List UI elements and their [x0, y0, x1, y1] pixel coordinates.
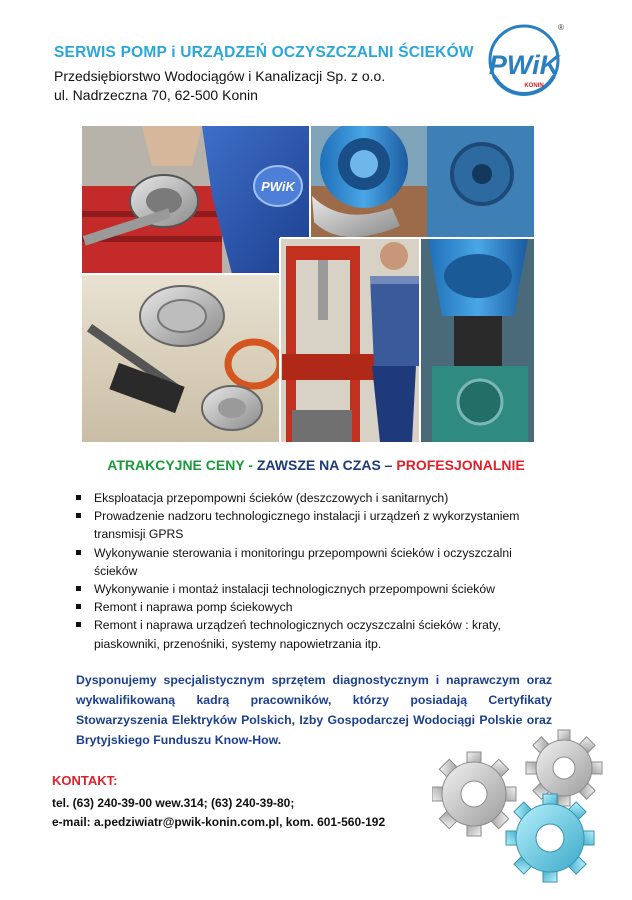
gear-icon	[432, 752, 516, 836]
logo-registered: ®	[558, 23, 564, 32]
certifications-paragraph: Dysponujemy specjalistycznym sprzętem diagnostycznym i naprawczym oraz wykwalifikowaną kadrą pracowników, którzy posiadają Certyfikaty Stowarzyszenia Elektryków Polskich, Izby Gospodarczej Wodociągi Polskie oraz Brytyjskiego Funduszu Know-How.	[76, 673, 552, 747]
service-text: Wykonywanie i montaż instalacji technologicznych przepompowni ścieków	[94, 582, 495, 597]
bullet-icon	[76, 586, 81, 591]
list-item	[76, 580, 546, 598]
bullet-icon	[76, 622, 81, 627]
logo-text: PWiK	[488, 50, 560, 80]
photo-collage	[82, 126, 534, 442]
list-item	[76, 544, 546, 580]
list-item	[76, 616, 546, 652]
slogan-prices: ATRAKCYJNE CENY -	[107, 457, 253, 473]
contact-phone: tel. (63) 240-39-00 wew.314; (63) 240-39-80;	[52, 796, 295, 810]
photo-logo-text: PWiK	[261, 179, 295, 194]
bullet-icon	[76, 550, 81, 555]
gears-illustration	[432, 726, 620, 886]
service-text: Prowadzenie nadzoru technologicznego instalacji i urządzeń z wykorzystaniem transmisji GPRS	[94, 509, 520, 542]
list-item	[76, 598, 546, 616]
photo-seals	[82, 274, 280, 442]
gear-icon	[526, 730, 602, 806]
company-address: ul. Nadrzeczna 70, 62-500 Konin	[54, 87, 258, 103]
bullet-icon	[76, 495, 81, 500]
service-text: Eksploatacja przepompowni ścieków (deszczowych i sanitarnych)	[94, 491, 449, 505]
bullet-icon	[76, 513, 81, 518]
photo-hydraulic-press	[280, 238, 420, 442]
slogan-on-time: ZAWSZE NA CZAS –	[256, 457, 393, 473]
contact-title: KONTAKT:	[52, 773, 118, 788]
contact-email[interactable]: e-mail: a.pedziwiatr@pwik-konin.com.pl, kom. 601-560-192	[52, 815, 386, 829]
slogan-professional: PROFESJONALNIE	[396, 457, 525, 473]
gear-icon	[506, 794, 594, 882]
photo-pump-assembly	[420, 238, 534, 442]
logo-sub: KONIN	[524, 83, 544, 89]
bullet-icon	[76, 604, 81, 609]
header-title: SERWIS POMP i URZĄDZEŃ OCZYSZCZALNI ŚCIEKÓW	[54, 44, 474, 61]
services-list	[76, 489, 546, 653]
slogan	[0, 457, 632, 473]
photo-pump-flange	[310, 126, 534, 238]
service-text: Remont i naprawa pomp ściekowych	[94, 600, 293, 615]
service-text: Wykonywanie sterowania i monitoringu przepompowni ścieków i oczyszczalni ścieków	[94, 545, 512, 578]
pwik-logo	[478, 18, 570, 100]
list-item	[76, 489, 546, 507]
list-item	[76, 507, 546, 543]
service-text: Remont i naprawa urządzeń technologicznych oczyszczalni ścieków : kraty, piaskowniki, przenośniki, systemy napowietrzania itp.	[94, 618, 501, 651]
company-name: Przedsiębiorstwo Wodociągów i Kanalizacji Sp. z o.o.	[54, 68, 386, 84]
photo-worker-seal	[82, 126, 310, 274]
